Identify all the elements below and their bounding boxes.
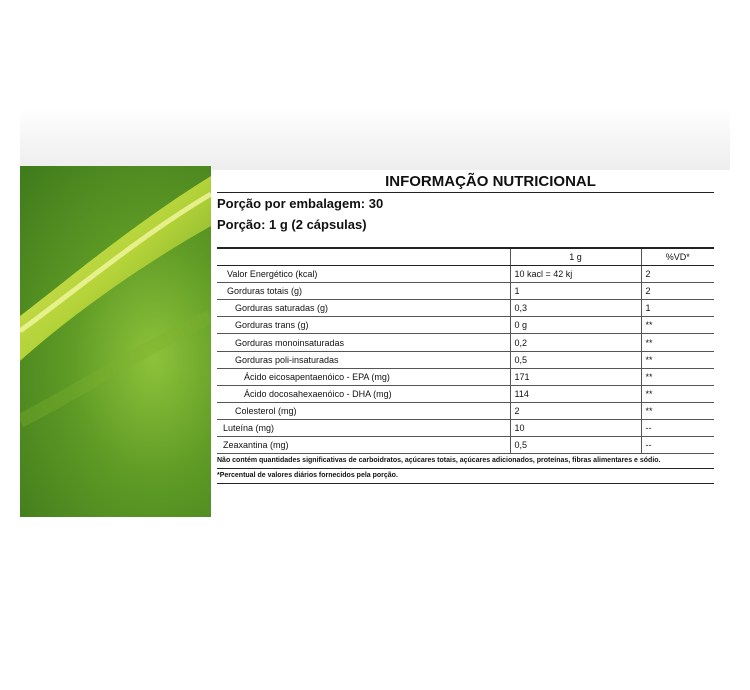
- nutrient-name: Gorduras totais (g): [217, 283, 510, 300]
- nutrition-table: [217, 247, 714, 454]
- nutrient-name: Gorduras poli-insaturadas: [217, 351, 510, 368]
- footnote-daily-values: *Percentual de valores diários fornecidos pela porção.: [217, 469, 714, 484]
- table-header-row: [217, 248, 714, 266]
- header-amount: 1 g: [510, 248, 641, 266]
- table-row: [217, 385, 714, 402]
- table-row: [217, 351, 714, 368]
- nutrient-dv: **: [641, 385, 714, 402]
- nutrient-amount: 0,3: [510, 300, 641, 317]
- nutrient-amount: 114: [510, 385, 641, 402]
- header-nutrient: [217, 248, 510, 266]
- nutrient-amount: 2: [510, 402, 641, 419]
- table-row: [217, 266, 714, 283]
- nutrient-dv: **: [641, 334, 714, 351]
- nutrient-dv: 2: [641, 283, 714, 300]
- nutrient-dv: **: [641, 351, 714, 368]
- nutrient-amount: 0,5: [510, 351, 641, 368]
- nutrient-name: Gorduras monoinsaturadas: [217, 334, 510, 351]
- leaf-blade-image: [20, 166, 211, 517]
- servings-per-package: Porção por embalagem: 30: [217, 196, 384, 211]
- nutrient-dv: **: [641, 402, 714, 419]
- serving-size: Porção: 1 g (2 cápsulas): [217, 217, 367, 232]
- nutrient-name: Colesterol (mg): [217, 402, 510, 419]
- nutrient-dv: 1: [641, 300, 714, 317]
- nutrient-name: Luteína (mg): [217, 419, 510, 436]
- table-row: [217, 402, 714, 419]
- nutrient-amount: 10: [510, 419, 641, 436]
- nutrient-amount: 0 g: [510, 317, 641, 334]
- nutrient-dv: 2: [641, 266, 714, 283]
- nutrient-dv: **: [641, 368, 714, 385]
- nutrient-dv: --: [641, 419, 714, 436]
- nutrient-name: Ácido docosahexaenóico - DHA (mg): [217, 385, 510, 402]
- nutrient-name: Gorduras trans (g): [217, 317, 510, 334]
- table-row: [217, 334, 714, 351]
- nutrient-name: Zeaxantina (mg): [217, 437, 510, 454]
- table-row: [217, 283, 714, 300]
- nutrition-label: [217, 172, 714, 484]
- nutrient-amount: 0,5: [510, 437, 641, 454]
- leaf-photo: [20, 166, 211, 517]
- nutrient-name: Gorduras saturadas (g): [217, 300, 510, 317]
- nutrient-dv: --: [641, 437, 714, 454]
- table-row: [217, 368, 714, 385]
- table-row: [217, 317, 714, 334]
- nutrient-amount: 0,2: [510, 334, 641, 351]
- nutrient-dv: **: [641, 317, 714, 334]
- header-band: [20, 108, 730, 170]
- table-row: [217, 437, 714, 454]
- header-dv: %VD*: [641, 248, 714, 266]
- table-row: [217, 300, 714, 317]
- table-row: [217, 419, 714, 436]
- nutrient-amount: 10 kacl = 42 kj: [510, 266, 641, 283]
- label-title: INFORMAÇÃO NUTRICIONAL: [217, 172, 714, 193]
- nutrient-amount: 171: [510, 368, 641, 385]
- nutrient-name: Valor Energético (kcal): [217, 266, 510, 283]
- nutrient-name: Ácido eicosapentaenóico - EPA (mg): [217, 368, 510, 385]
- footnote-not-significant: Não contém quantidades significativas de carboidratos, açúcares totais, açúcares adicionados, proteínas, fibras alimentares e sódio.: [217, 454, 714, 469]
- nutrient-amount: 1: [510, 283, 641, 300]
